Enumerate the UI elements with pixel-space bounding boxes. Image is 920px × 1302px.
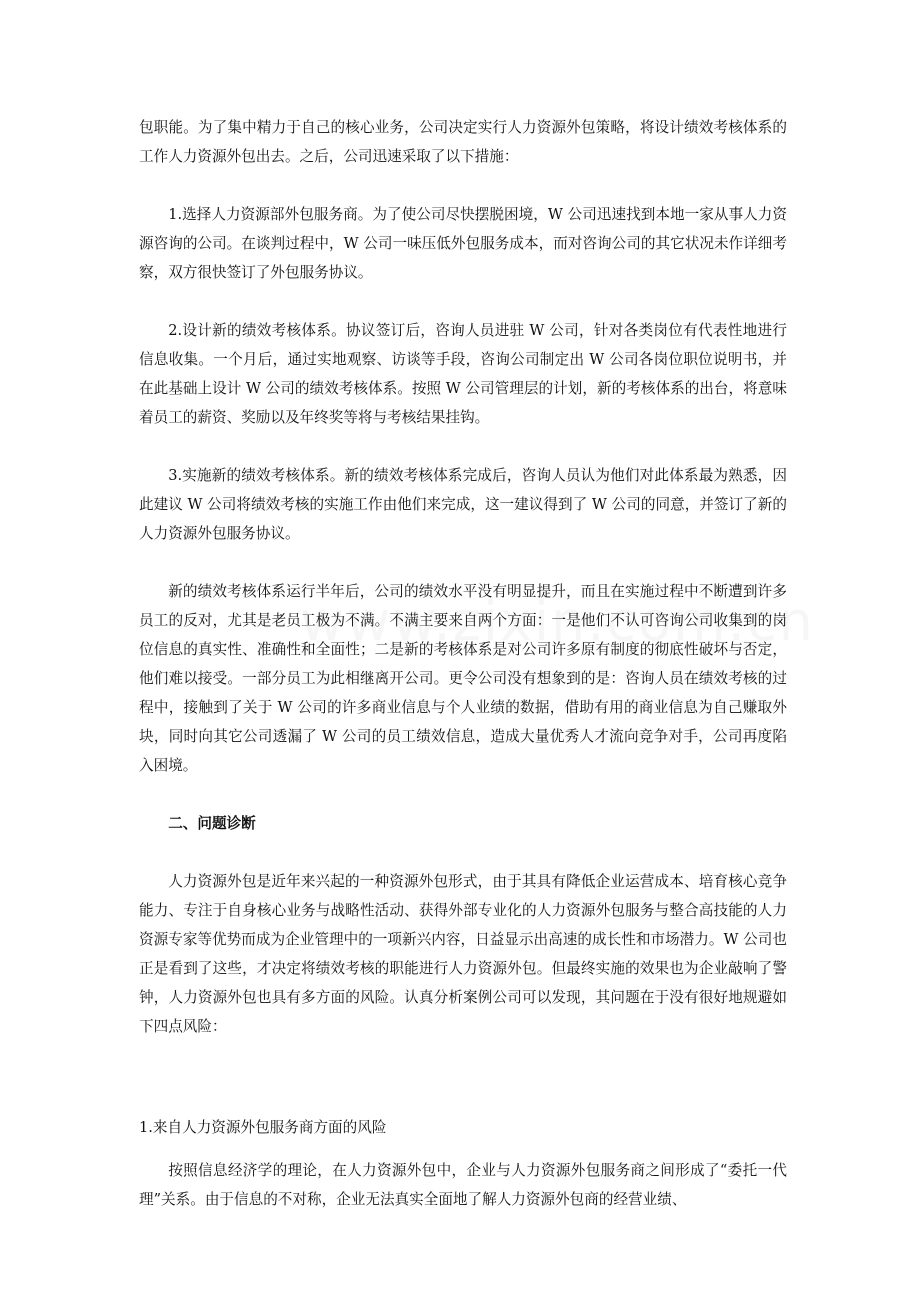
paragraph-step-3: 3.实施新的绩效考核体系。新的绩效考核体系完成后，咨询人员认为他们对此体系最为熟悉，因此建议 W 公司将绩效考核的实施工作由他们来完成，这一建议得到了 W 公司的同意，并签订了新的人力资源外包服务协议。 xyxy=(139,467,787,542)
section-heading-diagnosis: 二、问题诊断 xyxy=(168,815,256,832)
paragraph-step-2: 2.设计新的绩效考核体系。协议签订后，咨询人员进驻 W 公司，针对各类岗位有代表性地进行信息收集。一个月后，通过实地观察、访谈等手段，咨询公司制定出 W 公司各岗位职位说明书，并在此基础上设计 W 公司的绩效考核体系。按照 W 公司管理层的计划，新的考核体系的出台，将意味着员工的薪资、奖励以及年终奖等将与考核结果挂钩。 xyxy=(139,322,787,426)
paragraph-diagnosis: 人力资源外包是近年来兴起的一种资源外包形式，由于其具有降低企业运营成本、培育核心竞争能力、专注于自身核心业务与战略性活动、获得外部专业化的人力资源外包服务与整合高技能的人力资源专家等优势而成为企业管理中的一项新兴内容，日益显示出高速的成长性和市场潜力。W 公司也正是看到了这些，才决定将绩效考核的职能进行人力资源外包。但最终实施的效果也为企业敲响了警钟，人力资源外包也具有多方面的风险。认真分析案例公司可以发现，其问题在于没有很好地规避如下四点风险： xyxy=(139,873,787,1035)
paragraph-intro: 包职能。为了集中精力于自己的核心业务，公司决定实行人力资源外包策略，将设计绩效考核体系的工作人力资源外包出去。之后，公司迅速采取了以下措施： xyxy=(139,119,787,165)
document-body xyxy=(139,113,787,1214)
paragraph-step-1: 1.选择人力资源部外包服务商。为了使公司尽快摆脱困境，W 公司迅速找到本地一家从事人力资源咨询的公司。在谈判过程中，W 公司一味压低外包服务成本，而对咨询公司的其它状况未作详细考察，双方很快签订了外包服务协议。 xyxy=(139,206,787,281)
paragraph-risk-1: 按照信息经济学的理论，在人力资源外包中，企业与人力资源外包服务商之间形成了“委托一代理”关系。由于信息的不对称，企业无法真实全面地了解人力资源外包商的经营业绩、 xyxy=(139,1162,787,1208)
subheading-risk-1: 1.来自人力资源外包服务商方面的风险 xyxy=(139,1119,387,1136)
paragraph-outcome: 新的绩效考核体系运行半年后，公司的绩效水平没有明显提升，而且在实施过程中不断遭到许多员工的反对，尤其是老员工极为不满。不满主要来自两个方面：一是他们不认可咨询公司收集到的岗位信息的真实性、准确性和全面性；二是新的考核体系是对公司许多原有制度的彻底性破坏与否定，他们难以接受。一部分员工为此相继离开公司。更令公司没有想象到的是：咨询人员在绩效考核的过程中，接触到了关于 W 公司的许多商业信息与个人业绩的数据，借助有用的商业信息为自己赚取外块，同时向其它公司透漏了 W 公司的员工绩效信息，造成大量优秀人才流向竞争对手，公司再度陷入困境。 xyxy=(139,583,787,774)
